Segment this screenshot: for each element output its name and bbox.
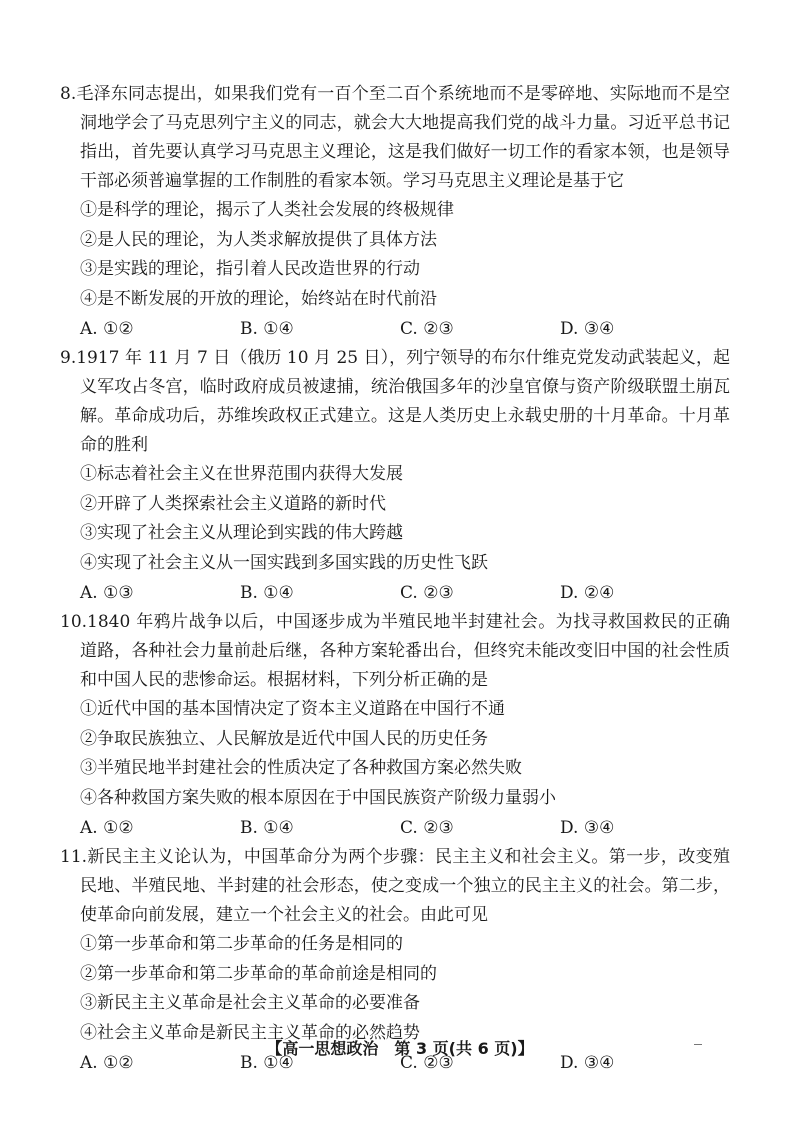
question-stem: [60, 80, 730, 196]
page-footer: 【高一思想政治 第 3 页(共 6 页)】: [266, 1039, 534, 1058]
question-number: 9.: [60, 348, 77, 368]
statement-4: ④是不断发展的开放的理论，始终站在时代前沿: [80, 288, 437, 309]
question-stem: [60, 344, 730, 460]
question-10: [60, 608, 730, 843]
question-text: 1840 年鸦片战争以后，中国逐步成为半殖民地半封建社会。为找寻救国救民的正确道路，各种社会力量前赴后继，各种方案轮番出台，但终究未能改变旧中国的社会性质和中国人民的悲惨命运。根据材料，下列分析正确的是: [80, 612, 730, 690]
answer-choices: [60, 813, 730, 843]
choice-c: C. ②③: [400, 818, 454, 838]
statement-1: ①近代中国的基本国情决定了资本主义道路在中国行不通: [80, 699, 505, 719]
question-text: 新民主主义论认为，中国革命分为两个步骤：民主主义和社会主义。第一步，改变殖民地、半殖民地、半封建的社会形态，使之变成一个独立的民主主义的社会。第二步，使革命向前发展，建立一个社会主义的社会。由此可见: [80, 847, 730, 925]
statement-2: ②是人民的理论，为人类求解放提供了具体方法: [80, 229, 437, 250]
statement-1: ①是科学的理论，揭示了人类社会发展的终极规律: [80, 200, 454, 220]
choice-d: D. ②④: [560, 583, 615, 603]
choice-d: D. ③④: [560, 818, 615, 838]
statement-3: ③新民主主义革命是社会主义革命的必要准备: [80, 993, 420, 1013]
answer-choices: [60, 314, 730, 344]
choice-c: C. ②③: [400, 1053, 454, 1073]
choice-b: B. ①④: [240, 818, 294, 838]
choice-a: A. ①③: [80, 583, 134, 603]
choice-a: A. ①②: [80, 818, 134, 838]
statement-list: [60, 460, 730, 578]
question-8: [60, 80, 730, 344]
question-text: 1917 年 11 月 7 日（俄历 10 月 25 日），列宁领导的布尔什维克党发动武装起义，起义军攻占冬宫，临时政府成员被逮捕，统治俄国多年的沙皇官僚与资产阶级联盟土崩瓦解。革命成功后，苏维埃政权正式建立。这是人类历史上永载史册的十月革命。十月革命的胜利: [76, 348, 730, 455]
statement-3: ③是实践的理论，指引着人民改造世界的行动: [80, 259, 420, 279]
statement-2: ②争取民族独立、人民解放是近代中国人民的历史任务: [80, 728, 488, 749]
choice-a: A. ①②: [80, 319, 134, 339]
statement-2: ②第一步革命和第二步革命的革命前途是相同的: [80, 963, 437, 984]
statement-list: [60, 196, 730, 314]
choice-d: D. ③④: [560, 319, 615, 339]
statement-1: ①标志着社会主义在世界范围内获得大发展: [80, 464, 403, 484]
choice-a: A. ①②: [80, 1053, 134, 1073]
answer-choices: [60, 578, 730, 608]
statement-1: ①第一步革命和第二步革命的任务是相同的: [80, 934, 403, 954]
statement-4: ④各种救国方案失败的根本原因在于中国民族资产阶级力量弱小: [80, 787, 556, 808]
question-number: 8.: [60, 84, 77, 104]
choice-c: C. ②③: [400, 319, 454, 339]
statement-4: ④实现了社会主义从一国实践到多国实践的历史性飞跃: [80, 552, 488, 573]
question-9: [60, 344, 730, 608]
statement-list: [60, 695, 730, 813]
question-number: 10.: [60, 612, 88, 632]
choice-c: C. ②③: [400, 583, 454, 603]
question-stem: [60, 608, 730, 695]
question-text: 毛泽东同志提出，如果我们党有一百个至二百个系统地而不是零碎地、实际地而不是空洞地学会了马克思列宁主义的同志，就会大大地提高我们党的战斗力量。习近平总书记指出，首先要认真学习马克思主义理论，这是我们做好一切工作的看家本领，也是领导干部必须普遍掌握的工作制胜的看家本领。学习马克思主义理论是基于它: [76, 84, 730, 191]
scan-mark: [694, 1044, 702, 1045]
statement-2: ②开辟了人类探索社会主义道路的新时代: [80, 493, 386, 514]
question-number: 11.: [60, 847, 88, 867]
choice-b: B. ①④: [240, 319, 294, 339]
choice-b: B. ①④: [240, 1053, 294, 1073]
choice-d: D. ③④: [560, 1053, 615, 1073]
statement-list: [60, 930, 730, 1048]
question-stem: [60, 843, 730, 930]
statement-4: ④社会主义革命是新民主主义革命的必然趋势: [80, 1022, 420, 1043]
statement-3: ③半殖民地半封建社会的性质决定了各种救国方案必然失败: [80, 758, 522, 778]
choice-b: B. ①④: [240, 583, 294, 603]
statement-3: ③实现了社会主义从理论到实践的伟大跨越: [80, 523, 403, 543]
